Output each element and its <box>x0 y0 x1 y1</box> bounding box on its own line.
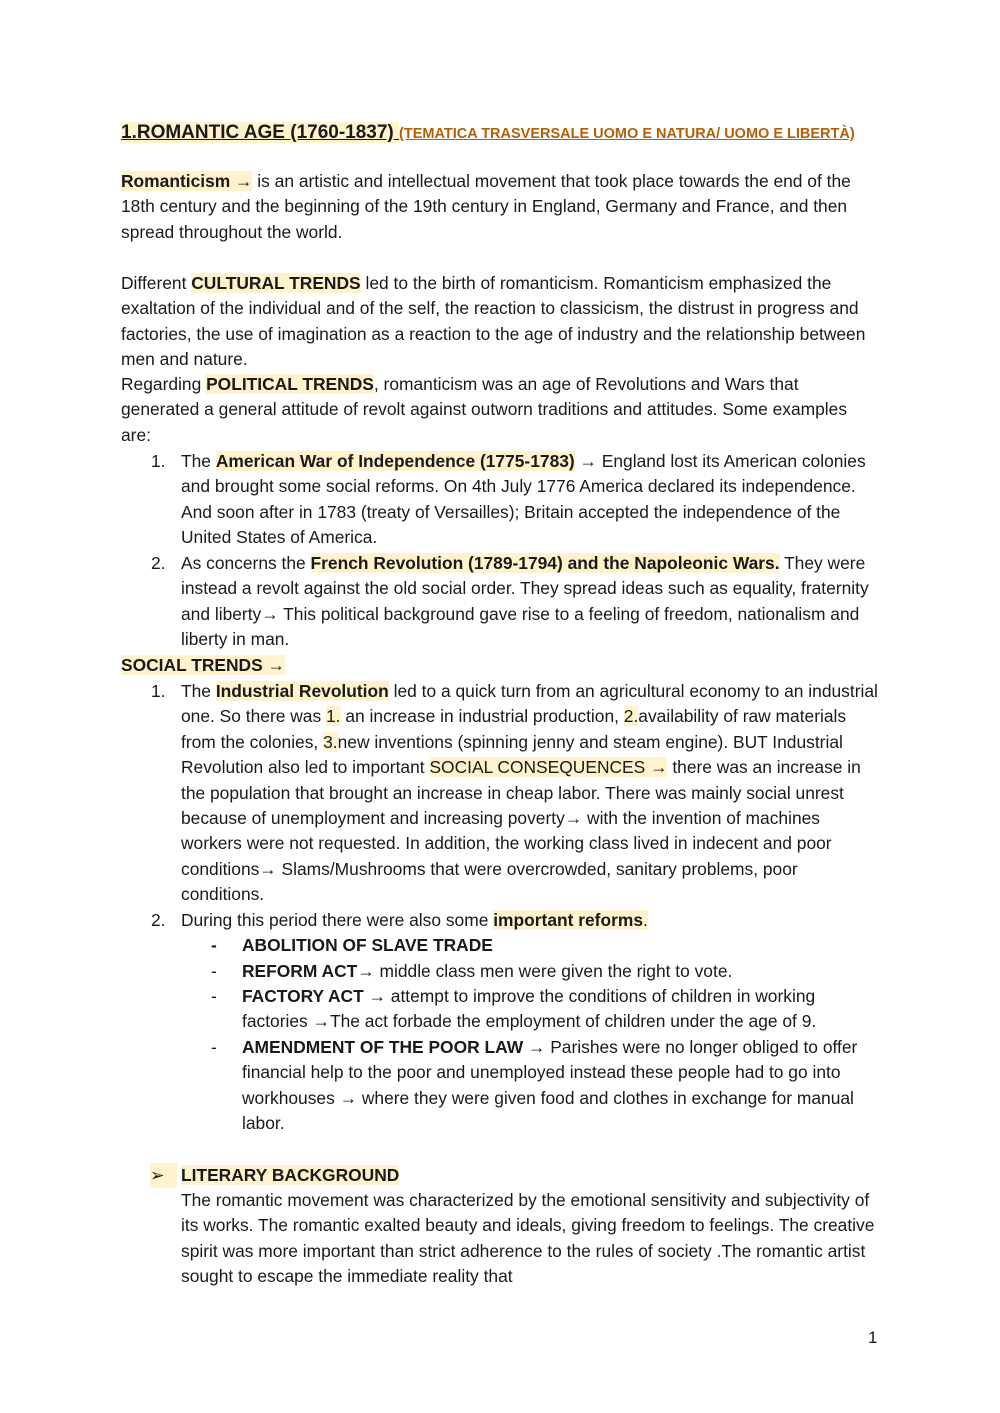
list-item <box>181 908 881 933</box>
item-pre: The <box>181 681 216 701</box>
item-text: → England lost its American colonies and brought some social reforms. On 4th July 1776 America declared its independence. And soon after in 1783 (treaty of Versailles); Britain accepted the independence of the United States of America. <box>181 451 866 548</box>
social-heading <box>121 653 881 678</box>
reform-term: AMENDMENT OF THE POOR LAW <box>242 1037 524 1057</box>
page-number: 1 <box>868 1328 878 1347</box>
reform-text: → attempt to improve the conditions of children in working factories →The act forbade the employment of children under the age of 9. <box>242 986 817 1032</box>
reform-item <box>242 933 882 958</box>
item-pre: The <box>181 451 216 471</box>
title-subtitle: (TEMATICA TRASVERSALE UOMO E NATURA/ UOMO E LIBERTÀ) <box>399 126 855 142</box>
reform-text: → middle class men were given the right to vote. <box>357 961 733 981</box>
item-pre: During this period there were also some <box>181 910 494 930</box>
item-term: French Revolution (1789-1794) and the Napoleonic Wars. <box>310 553 780 573</box>
list-item <box>181 449 881 551</box>
item-text: there was an increase in the population that brought an increase in cheap labor. There was mainly social unrest because of unemployment and increasing poverty→ with the invention of machines workers were not requested. In addition, the working class lived in indecent and poor conditions→ Slams/Mushrooms that were overcrowded, sanitary problems, poor conditions. <box>181 757 861 905</box>
inline-number: 1. <box>326 706 341 727</box>
list-item <box>181 679 881 908</box>
list-number: 2. <box>151 553 166 573</box>
intro-paragraph <box>121 169 881 245</box>
reform-item <box>242 984 882 1035</box>
political-pre: Regarding <box>121 374 207 394</box>
literary-heading <box>181 1163 881 1188</box>
reform-text: → Parishes were no longer obliged to offer financial help to the poor and unemployed instead these people had to go into workhouses → where they were given food and clothes in exchange for manual labor. <box>242 1037 858 1134</box>
title-main: 1.ROMANTIC AGE (1760-1837) <box>121 122 400 143</box>
reform-term: REFORM ACT <box>242 961 358 981</box>
inline-number: 2. <box>623 706 639 727</box>
political-text: , romanticism was an age of Revolutions and Wars that generated a general attitude of revolt against outworn traditions and attitudes. Some examples are: <box>121 374 848 445</box>
item-text: availability of raw materials from the colonies, <box>181 706 847 752</box>
item-post: . <box>643 910 648 930</box>
intro-term: Romanticism → <box>121 171 253 191</box>
inline-number: 3. <box>323 731 338 752</box>
item-text: led to a quick turn from an agricultural economy to an industrial one. So there was <box>181 681 878 727</box>
dash-bullet: - <box>211 935 217 955</box>
list-item <box>181 551 881 653</box>
political-term: POLITICAL TRENDS <box>206 374 374 394</box>
literary-heading-text: LITERARY BACKGROUND <box>181 1165 400 1185</box>
arrow-bullet-icon: ➢ <box>150 1163 177 1188</box>
political-paragraph <box>121 372 881 448</box>
cultural-text: led to the birth of romanticism. Romanticism emphasized the exaltation of the individual and of the self, the reaction to classicism, the distrust in progress and factories, the use of imagination as a reaction to the age of industry and the relationship between men and nature. <box>121 273 866 370</box>
dash-bullet: - <box>211 1037 217 1057</box>
list-number: 2. <box>151 910 166 930</box>
social-heading-text: SOCIAL TRENDS → <box>121 655 285 675</box>
item-text: new inventions (spinning jenny and steam engine). BUT Industrial Revolution also led to important <box>181 731 843 778</box>
intro-text: is an artistic and intellectual movement that took place towards the end of the 18th century and the beginning of the 19th century in England, Germany and France, and then spread throughout the world. <box>121 171 851 242</box>
reform-item <box>242 959 882 984</box>
reform-term: ABOLITION OF SLAVE TRADE <box>242 935 493 955</box>
item-pre: As concerns the <box>181 553 311 573</box>
literary-paragraph: The romantic movement was characterized by the emotional sensitivity and subjectivity of its works. The romantic exalted beauty and ideals, giving freedom to feelings. The creative spirit was more important than strict adherence to the rules of society .The romantic artist sought to escape the immediate reality that <box>181 1190 875 1287</box>
cultural-term: CULTURAL TRENDS <box>191 273 361 293</box>
dash-bullet: - <box>211 986 217 1006</box>
item-term: Industrial Revolution <box>215 681 389 701</box>
item-text: They were instead a revolt against the old social order. They spread ideas such as equality, fraternity and liberty→ This political background gave rise to a feeling of freedom, nationalism and liberty in man. <box>181 553 869 650</box>
reform-item <box>242 1035 882 1137</box>
list-number: 1. <box>151 451 166 471</box>
cultural-pre: Different <box>121 273 192 293</box>
item-term: important reforms <box>493 910 643 930</box>
item-text: an increase in industrial production, <box>340 706 624 727</box>
cultural-paragraph <box>121 271 881 373</box>
list-number: 1. <box>151 681 166 701</box>
section-title <box>121 120 881 147</box>
consequences-term: SOCIAL CONSEQUENCES → <box>429 757 668 778</box>
dash-bullet: - <box>211 961 217 981</box>
item-term: American War of Independence (1775-1783) <box>215 451 575 471</box>
reform-term: FACTORY ACT <box>242 986 364 1006</box>
